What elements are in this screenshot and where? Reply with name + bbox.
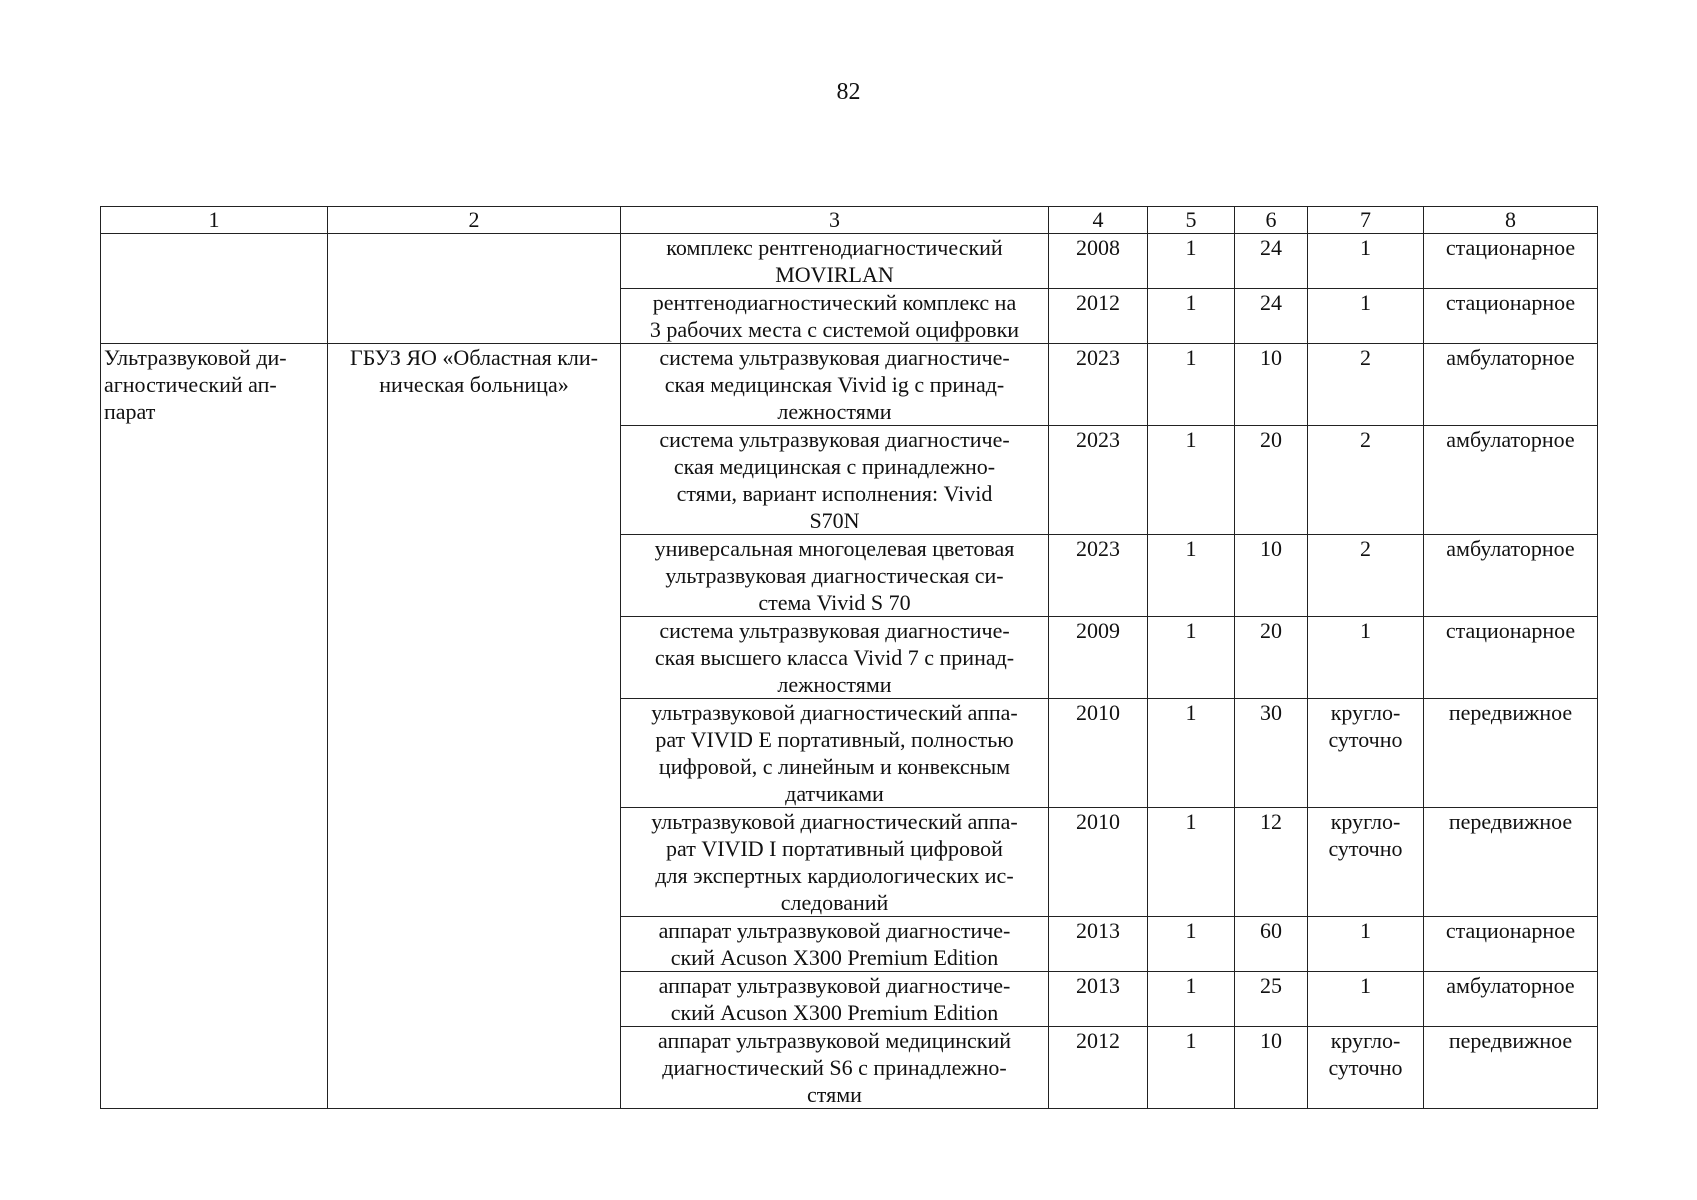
equipment-name-line: ская высшего класса Vivid 7 с принад-: [654, 645, 1015, 670]
quantity-cell: 1: [1148, 289, 1235, 344]
equipment-name-line: аппарат ультразвуковой диагностиче-: [658, 973, 1011, 998]
shifts-cell: 2: [1308, 535, 1424, 617]
equipment-name-line: цифровой, с линейным и конвексным: [658, 754, 1011, 779]
quantity-cell: 1: [1148, 808, 1235, 917]
year-cell: 2013: [1049, 917, 1148, 972]
shifts-cell: 2: [1308, 426, 1424, 535]
shifts-cell-line: суточно: [1328, 836, 1403, 861]
equipment-name-line: система ультразвуковая диагностиче-: [659, 618, 1010, 643]
equipment-type-line: агностический ап-: [104, 372, 277, 397]
equipment-name-line: система ультразвуковая диагностиче-: [659, 427, 1010, 452]
equipment-name-line: для экспертных кардиологических ис-: [655, 863, 1014, 888]
mode-cell: амбулаторное: [1424, 426, 1598, 535]
equipment-name-line: ская медицинская с принадлежно-: [673, 454, 996, 479]
quantity-cell: 1: [1148, 535, 1235, 617]
shifts-cell: 1: [1308, 289, 1424, 344]
equipment-name-line: ский Acuson X300 Premium Edition: [670, 945, 999, 970]
equipment-name-line: стями: [807, 1082, 862, 1107]
hours-cell: 20: [1235, 617, 1308, 699]
equipment-name: [621, 808, 1049, 917]
shifts-cell: 1: [1308, 617, 1424, 699]
mode-cell: стационарное: [1424, 617, 1598, 699]
equipment-name: [621, 289, 1049, 344]
year-cell: 2009: [1049, 617, 1148, 699]
empty-org-cell: [328, 234, 621, 344]
year-cell: 2012: [1049, 1027, 1148, 1109]
col-header: 8: [1424, 207, 1598, 234]
year-cell: 2023: [1049, 344, 1148, 426]
year-cell: 2023: [1049, 426, 1148, 535]
shifts-cell: [1308, 699, 1424, 808]
col-header: 4: [1049, 207, 1148, 234]
equipment-name-line: датчиками: [785, 781, 884, 806]
year-cell: 2023: [1049, 535, 1148, 617]
col-header: 2: [328, 207, 621, 234]
hours-cell: 24: [1235, 289, 1308, 344]
year-cell: 2012: [1049, 289, 1148, 344]
equipment-name: [621, 699, 1049, 808]
equipment-name: [621, 917, 1049, 972]
equipment-name-line: стема Vivid S 70: [758, 590, 911, 615]
equipment-name: [621, 972, 1049, 1027]
year-cell: 2008: [1049, 234, 1148, 289]
shifts-cell-line: кругло-: [1330, 809, 1401, 834]
shifts-cell: 1: [1308, 917, 1424, 972]
equipment-name-line: 3 рабочих места с системой оцифровки: [649, 317, 1020, 342]
shifts-cell: 1: [1308, 234, 1424, 289]
equipment-name-line: рат VIVID E портативный, полностью: [655, 727, 1014, 752]
hours-cell: 12: [1235, 808, 1308, 917]
mode-cell: стационарное: [1424, 917, 1598, 972]
year-cell: 2010: [1049, 699, 1148, 808]
shifts-cell-line: кругло-: [1330, 1028, 1401, 1053]
header-row: [101, 207, 1598, 234]
equipment-type: [101, 344, 328, 1109]
col-header: 1: [101, 207, 328, 234]
mode-cell: передвижное: [1424, 808, 1598, 917]
equipment-name-line: ультразвуковая диагностическая си-: [665, 563, 1004, 588]
year-cell: 2010: [1049, 808, 1148, 917]
equipment-name: [621, 535, 1049, 617]
mode-cell: передвижное: [1424, 699, 1598, 808]
table-row: [101, 344, 1598, 426]
equipment-name-line: ский Acuson X300 Premium Edition: [670, 1000, 999, 1025]
col-header: 6: [1235, 207, 1308, 234]
equipment-name-line: универсальная многоцелевая цветовая: [654, 536, 1015, 561]
equipment-name-line: рат VIVID I портативный цифровой: [666, 836, 1003, 861]
equipment-type-line: Ультразвуковой ди-: [104, 345, 287, 370]
shifts-cell: [1308, 1027, 1424, 1109]
quantity-cell: 1: [1148, 917, 1235, 972]
organization-name: [328, 344, 621, 1109]
equipment-name-line: ультразвуковой диагностический аппа-: [651, 700, 1018, 725]
equipment-name-line: следований: [780, 890, 889, 915]
hours-cell: 25: [1235, 972, 1308, 1027]
col-header: 7: [1308, 207, 1424, 234]
equipment-name: [621, 234, 1049, 289]
equipment-name-line: лежностями: [777, 399, 892, 424]
mode-cell: стационарное: [1424, 289, 1598, 344]
quantity-cell: 1: [1148, 1027, 1235, 1109]
mode-cell: амбулаторное: [1424, 535, 1598, 617]
equipment-name: [621, 1027, 1049, 1109]
hours-cell: 10: [1235, 344, 1308, 426]
shifts-cell-line: суточно: [1328, 1055, 1403, 1080]
shifts-cell: 1: [1308, 972, 1424, 1027]
equipment-name-line: ская медицинская Vivid ig с принад-: [664, 372, 1005, 397]
hours-cell: 30: [1235, 699, 1308, 808]
page-number: 82: [836, 79, 861, 105]
empty-type-cell: [101, 234, 328, 344]
quantity-cell: 1: [1148, 426, 1235, 535]
quantity-cell: 1: [1148, 234, 1235, 289]
mode-cell: амбулаторное: [1424, 972, 1598, 1027]
quantity-cell: 1: [1148, 699, 1235, 808]
equipment-name: [621, 344, 1049, 426]
equipment-name: [621, 617, 1049, 699]
equipment-name-line: система ультразвуковая диагностиче-: [659, 345, 1010, 370]
equipment-name-line: диагностический S6 с принадлежно-: [662, 1055, 1007, 1080]
shifts-cell-line: суточно: [1328, 727, 1403, 752]
equipment-name-line: S70N: [809, 508, 860, 533]
organization-name-line: ническая больница»: [379, 372, 569, 397]
shifts-cell: 2: [1308, 344, 1424, 426]
shifts-cell-line: кругло-: [1330, 700, 1401, 725]
hours-cell: 20: [1235, 426, 1308, 535]
equipment-name-line: MOVIRLAN: [775, 262, 894, 287]
equipment-name-line: аппарат ультразвуковой диагностиче-: [658, 918, 1011, 943]
organization-name-line: ГБУЗ ЯО «Областная кли-: [349, 345, 599, 370]
col-header: 3: [621, 207, 1049, 234]
equipment-name-line: комплекс рентгенодиагностический: [666, 235, 1003, 260]
quantity-cell: 1: [1148, 617, 1235, 699]
equipment-name-line: стями, вариант исполнения: Vivid: [676, 481, 993, 506]
equipment-type-line: парат: [104, 399, 156, 424]
quantity-cell: 1: [1148, 344, 1235, 426]
year-cell: 2013: [1049, 972, 1148, 1027]
shifts-cell: [1308, 808, 1424, 917]
hours-cell: 10: [1235, 1027, 1308, 1109]
equipment-table: [100, 206, 1598, 1109]
mode-cell: передвижное: [1424, 1027, 1598, 1109]
col-header: 5: [1148, 207, 1235, 234]
mode-cell: амбулаторное: [1424, 344, 1598, 426]
mode-cell: стационарное: [1424, 234, 1598, 289]
table-row: [101, 234, 1598, 289]
hours-cell: 10: [1235, 535, 1308, 617]
hours-cell: 60: [1235, 917, 1308, 972]
equipment-name-line: лежностями: [777, 672, 892, 697]
equipment-name: [621, 426, 1049, 535]
hours-cell: 24: [1235, 234, 1308, 289]
equipment-name-line: аппарат ультразвуковой медицинский: [657, 1028, 1012, 1053]
quantity-cell: 1: [1148, 972, 1235, 1027]
equipment-name-line: ультразвуковой диагностический аппа-: [651, 809, 1018, 834]
equipment-name-line: рентгенодиагностический комплекс на: [652, 290, 1017, 315]
